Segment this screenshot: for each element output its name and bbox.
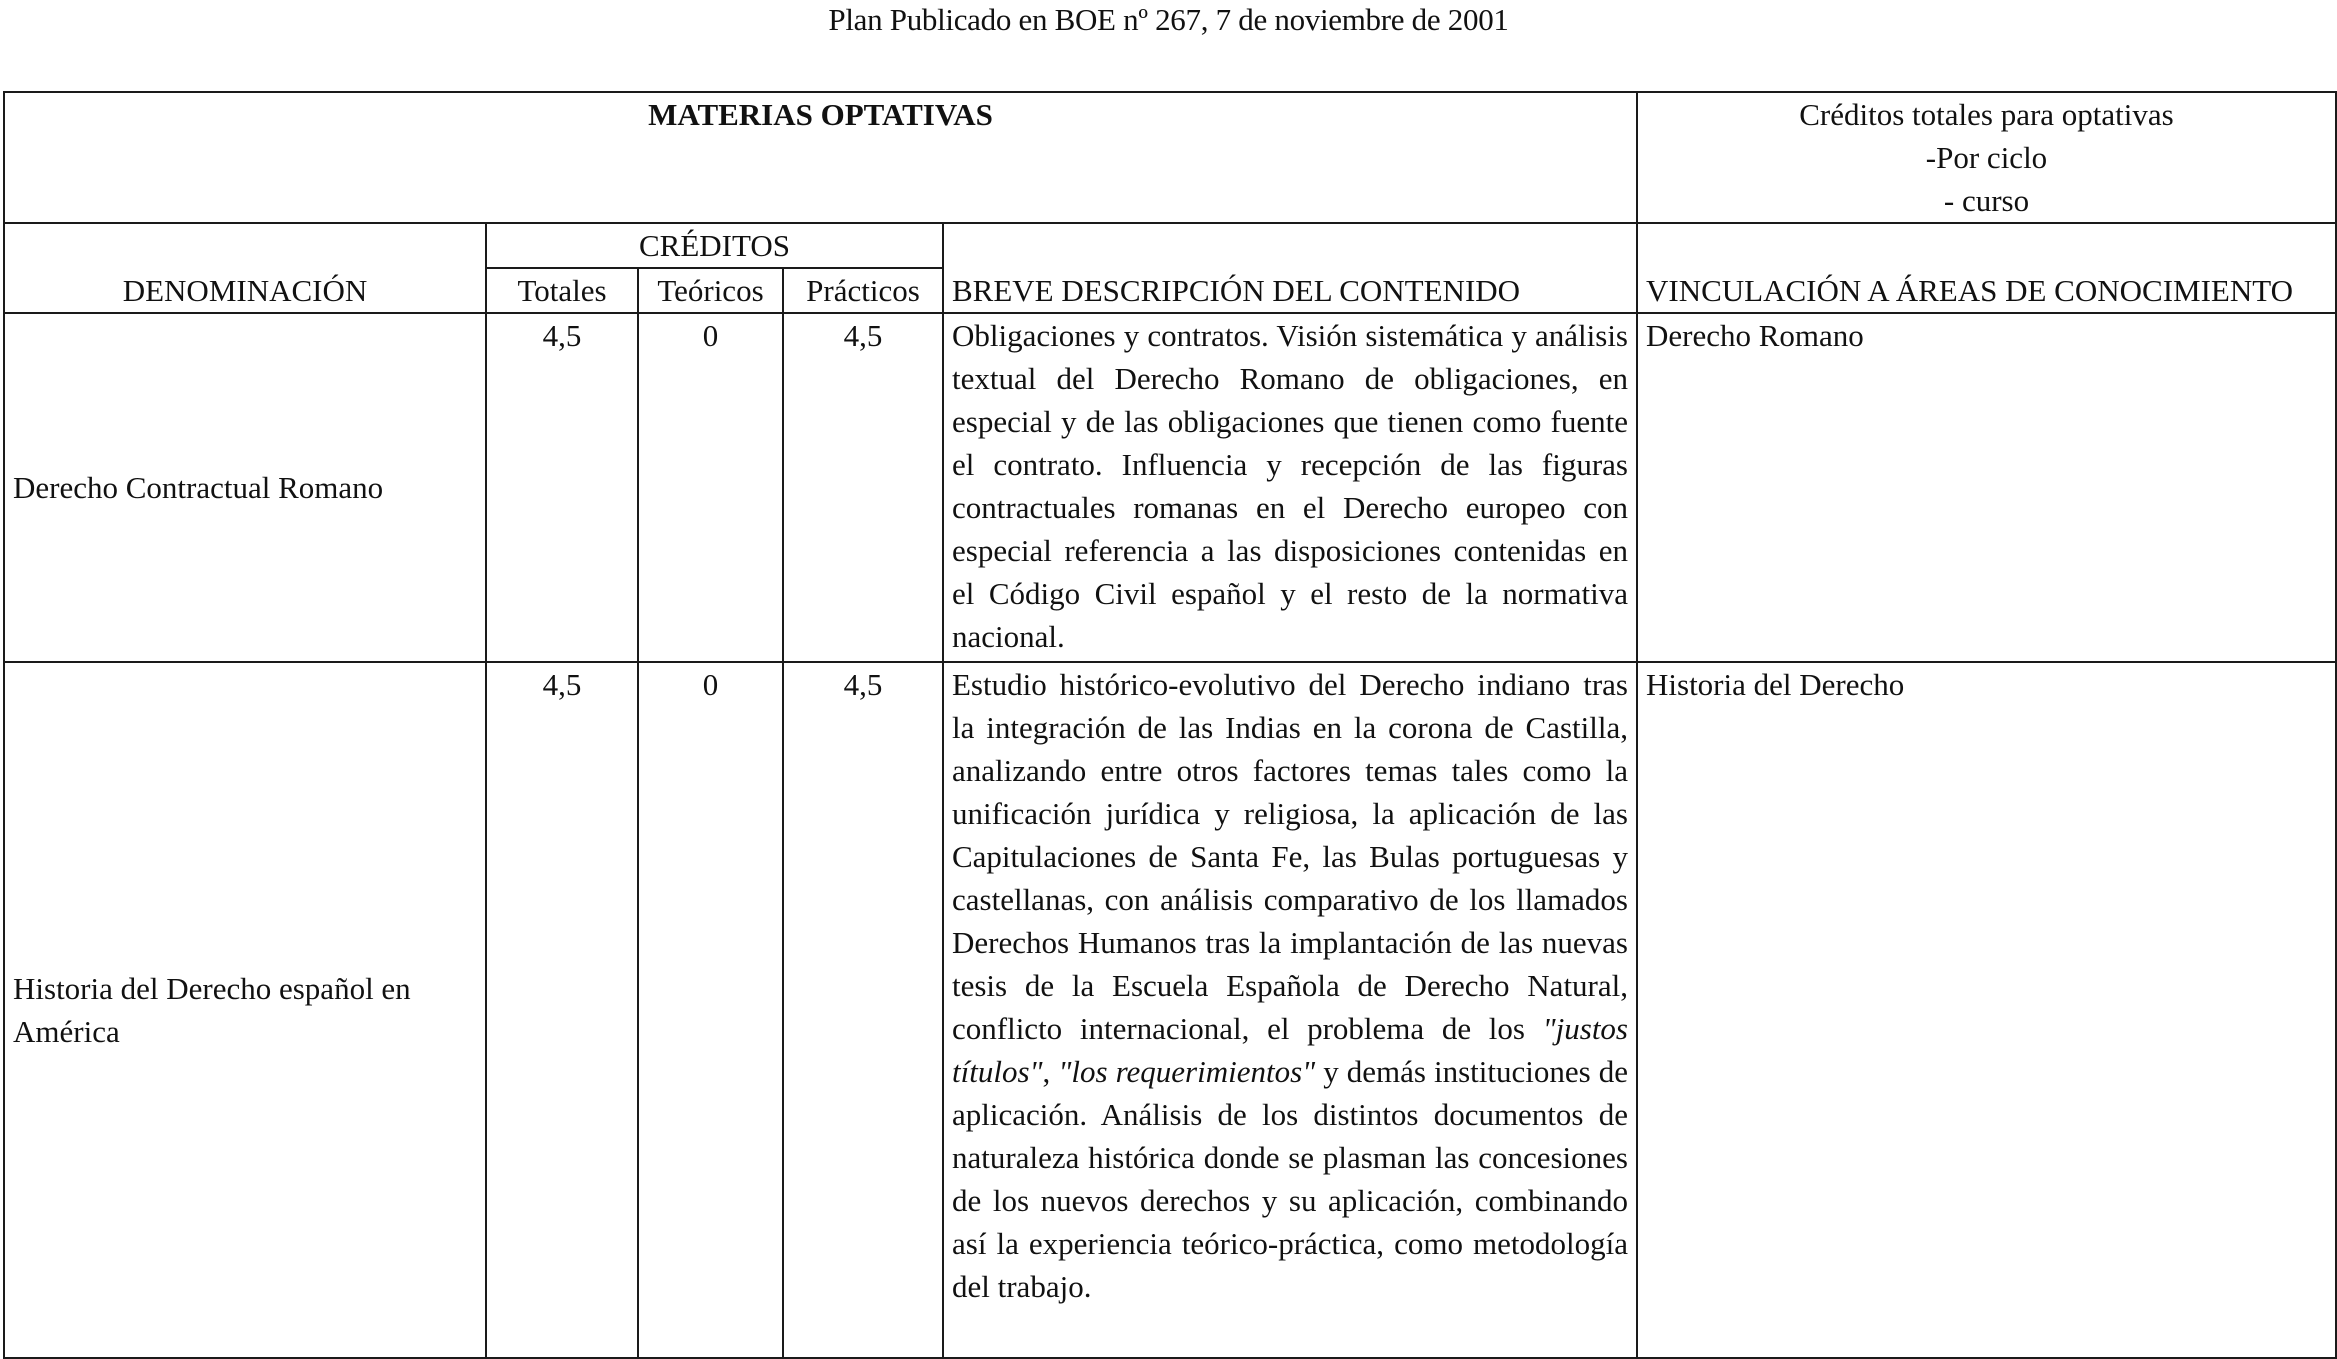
col-header-teoricos: Teóricos (638, 268, 783, 313)
description-text: , (1042, 1054, 1059, 1089)
row-denominacion: Historia del Derecho español en América (4, 662, 486, 1358)
description-text: y demás instituciones de aplicación. Análisis de los distintos documentos de naturaleza histórica donde se plasman las concesiones de los nuevos derechos y su aplicación, combinando así la experiencia teórico-práctica, como metodología del trabajo. (952, 1054, 1628, 1304)
row-vinculacion: Derecho Romano (1637, 313, 2336, 662)
col-header-practicos: Prácticos (783, 268, 943, 313)
table-row (4, 313, 2336, 662)
table-title: MATERIAS OPTATIVAS (4, 92, 1637, 223)
row-descripcion (943, 662, 1637, 1358)
row-totales: 4,5 (486, 662, 638, 1358)
document-header: Plan Publicado en BOE nº 267, 7 de noviembre de 2001 (828, 2, 1509, 37)
description-text: Estudio histórico-evolutivo del Derecho indiano tras la integración de las Indias en la corona de Castilla, analizando entre otros factores temas tales como la unificación jurídica y religiosa, la aplicación de las Capitulaciones de Santa Fe, las Bulas portuguesas y castellanas, con análisis comparativo de los llamados Derechos Humanos tras la implantación de las nuevas tesis de la Escuela Española de Derecho Natural, conflicto internacional, el problema de los (952, 667, 1628, 1046)
description-italic-text: "los requerimientos" (1058, 1054, 1316, 1089)
row-vinculacion: Historia del Derecho (1637, 662, 2336, 1358)
per-cycle-label: -Por ciclo (1925, 140, 2048, 175)
col-header-totales: Totales (486, 268, 638, 313)
row-descripcion: Obligaciones y contratos. Visión sistemática y análisis textual del Derecho Romano de obligaciones, en especial y de las obligaciones que tienen como fuente el contrato. Influencia y recepción de las figuras contractuales romanas en el Derecho europeo con especial referencia a las disposiciones contenidas en el Código Civil español y el resto de la normativa nacional. (943, 313, 1637, 662)
table-row (4, 662, 2336, 1358)
optional-subjects-table (3, 91, 2337, 1359)
col-header-creditos: CRÉDITOS (486, 223, 943, 268)
col-header-denominacion: DENOMINACIÓN (4, 223, 486, 313)
col-header-vinculacion: VINCULACIÓN A ÁREAS DE CONOCIMIENTO (1637, 223, 2336, 313)
col-header-descripcion: BREVE DESCRIPCIÓN DEL CONTENIDO (943, 223, 1637, 313)
row-teoricos: 0 (638, 313, 783, 662)
row-totales: 4,5 (486, 313, 638, 662)
row-denominacion: Derecho Contractual Romano (4, 313, 486, 662)
total-credits-header (1637, 92, 2336, 223)
description-italic-text: "justos títulos" (952, 1011, 1628, 1089)
row-practicos: 4,5 (783, 313, 943, 662)
per-course-label: - curso (1943, 183, 2030, 218)
total-credits-label: Créditos totales para optativas (1799, 97, 2174, 132)
row-teoricos: 0 (638, 662, 783, 1358)
row-practicos: 4,5 (783, 662, 943, 1358)
